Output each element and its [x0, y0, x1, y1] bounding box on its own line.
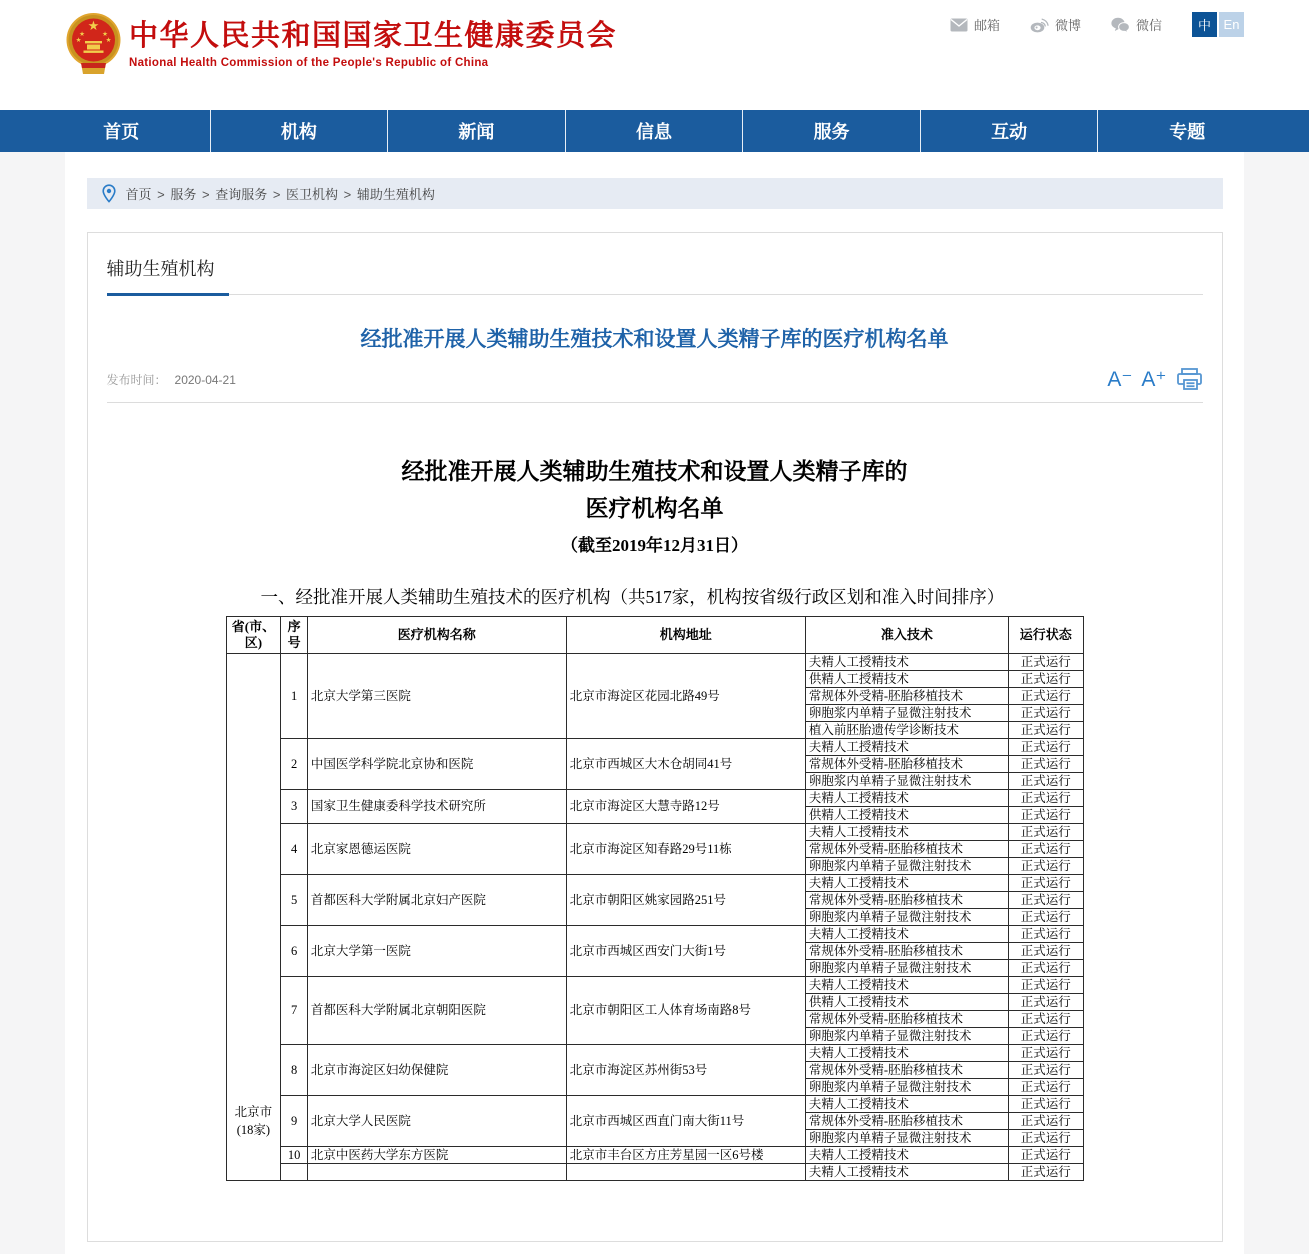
address-cell: 北京市西城区西直门南大街11号 [566, 1096, 805, 1147]
publish-label: 发布时间： [106, 373, 167, 387]
status-cell: 正式运行 [1008, 807, 1083, 824]
tech-cell: 卵胞浆内单精子显微注射技术 [805, 1028, 1008, 1045]
status-cell: 正式运行 [1008, 1011, 1083, 1028]
publish-date: 2020-04-21 [174, 373, 236, 387]
serial-cell: 2 [281, 739, 308, 790]
table-row [226, 977, 1083, 994]
breadcrumb-separator: > [340, 187, 355, 202]
institution-name-cell: 中国医学科学院北京协和医院 [307, 739, 566, 790]
quick-link-label: 邮箱 [973, 18, 1000, 33]
institution-name-cell: 首都医科大学附属北京妇产医院 [307, 875, 566, 926]
table-row [226, 790, 1083, 807]
institution-name-cell: 北京大学第三医院 [307, 654, 566, 739]
svg-text:★: ★ [105, 37, 112, 44]
tech-cell: 夫精人工授精技术 [805, 926, 1008, 943]
tech-cell: 卵胞浆内单精子显微注射技术 [805, 705, 1008, 722]
tech-cell: 夫精人工授精技术 [805, 977, 1008, 994]
table-header-cell: 序号 [281, 617, 308, 654]
nav-item-3[interactable]: 新闻 [388, 110, 566, 152]
header-quick-links [950, 12, 1162, 34]
site-title: 中华人民共和国国家卫生健康委员会 [129, 20, 618, 52]
address-cell: 北京市丰台区方庄芳星园一区6号楼 [566, 1147, 805, 1164]
lang-en-button[interactable]: En [1219, 12, 1244, 37]
status-cell: 正式运行 [1008, 790, 1083, 807]
status-cell: 正式运行 [1008, 1028, 1083, 1045]
svg-text:★: ★ [102, 31, 108, 38]
institution-name-cell: 北京家恩德运医院 [307, 824, 566, 875]
tech-cell: 卵胞浆内单精子显微注射技术 [805, 858, 1008, 875]
status-cell: 正式运行 [1008, 926, 1083, 943]
tech-cell: 供精人工授精技术 [805, 807, 1008, 824]
serial-cell: 6 [281, 926, 308, 977]
address-cell: 北京市西城区西安门大街1号 [566, 926, 805, 977]
content-card [65, 152, 1244, 1254]
status-cell: 正式运行 [1008, 688, 1083, 705]
region-cell: 北京市 (18家) [226, 654, 281, 1181]
institution-name-cell [307, 1164, 566, 1181]
printer-icon [1176, 367, 1203, 392]
main-nav [0, 110, 1309, 152]
institutions-table [226, 616, 1084, 1181]
table-header-cell: 准入技术 [805, 617, 1008, 654]
nav-item-2[interactable]: 机构 [211, 110, 389, 152]
language-switch [1192, 12, 1244, 37]
status-cell: 正式运行 [1008, 705, 1083, 722]
article-panel [87, 232, 1223, 1242]
status-cell: 正式运行 [1008, 654, 1083, 671]
status-cell: 正式运行 [1008, 773, 1083, 790]
institution-name-cell: 国家卫生健康委科学技术研究所 [307, 790, 566, 824]
tech-cell: 常规体外受精-胚胎移植技术 [805, 943, 1008, 960]
status-cell: 正式运行 [1008, 858, 1083, 875]
breadcrumb-item-4[interactable]: 医卫机构 [286, 187, 339, 202]
serial-cell: 3 [281, 790, 308, 824]
address-cell: 北京市西城区大木仓胡同41号 [566, 739, 805, 790]
status-cell: 正式运行 [1008, 1045, 1083, 1062]
status-cell: 正式运行 [1008, 977, 1083, 994]
breadcrumb-separator: > [198, 187, 214, 202]
svg-text:★: ★ [75, 37, 82, 44]
tech-cell: 夫精人工授精技术 [805, 1147, 1008, 1164]
institution-name-cell: 首都医科大学附属北京朝阳医院 [307, 977, 566, 1045]
status-cell: 正式运行 [1008, 739, 1083, 756]
status-cell: 正式运行 [1008, 1096, 1083, 1113]
tech-cell: 夫精人工授精技术 [805, 1096, 1008, 1113]
status-cell: 正式运行 [1008, 1164, 1083, 1181]
breadcrumb-item-3[interactable]: 查询服务 [215, 187, 268, 202]
document-title-line2: 医疗机构名单 [585, 495, 724, 521]
tech-cell: 卵胞浆内单精子显微注射技术 [805, 1130, 1008, 1147]
nav-item-1[interactable]: 首页 [33, 110, 211, 152]
tech-cell: 常规体外受精-胚胎移植技术 [805, 1011, 1008, 1028]
table-header-cell: 省(市、区) [226, 617, 281, 654]
tech-cell: 植入前胚胎遗传学诊断技术 [805, 722, 1008, 739]
status-cell: 正式运行 [1008, 909, 1083, 926]
table-header-cell: 运行状态 [1008, 617, 1083, 654]
tech-cell: 卵胞浆内单精子显微注射技术 [805, 909, 1008, 926]
article-meta-row [107, 355, 1203, 403]
page-title: 辅助生殖机构 [107, 257, 1203, 295]
location-pin-icon [101, 184, 117, 203]
serial-cell: 5 [281, 875, 308, 926]
breadcrumb-separator: > [153, 187, 169, 202]
font-increase-button[interactable]: A⁺ [1141, 367, 1167, 391]
tech-cell: 卵胞浆内单精子显微注射技术 [805, 960, 1008, 977]
status-cell: 正式运行 [1008, 1147, 1083, 1164]
address-cell: 北京市海淀区花园北路49号 [566, 654, 805, 739]
lang-zh-button[interactable]: 中 [1192, 12, 1217, 37]
status-cell: 正式运行 [1008, 824, 1083, 841]
mail-icon [950, 18, 968, 32]
site-subtitle: National Health Commission of the People's Republic of China [129, 57, 489, 69]
brand [65, 0, 617, 110]
serial-cell [281, 1164, 308, 1181]
tech-cell: 供精人工授精技术 [805, 994, 1008, 1011]
font-decrease-button[interactable]: A⁻ [1107, 367, 1133, 391]
tech-cell: 卵胞浆内单精子显微注射技术 [805, 1079, 1008, 1096]
tech-cell: 常规体外受精-胚胎移植技术 [805, 1113, 1008, 1130]
tech-cell: 供精人工授精技术 [805, 671, 1008, 688]
quick-link-微博[interactable] [1030, 15, 1081, 34]
tech-cell: 卵胞浆内单精子显微注射技术 [805, 773, 1008, 790]
quick-link-微信[interactable] [1111, 15, 1162, 34]
status-cell: 正式运行 [1008, 722, 1083, 739]
institution-name-cell: 北京中医药大学东方医院 [307, 1147, 566, 1164]
status-cell: 正式运行 [1008, 1062, 1083, 1079]
table-header-row [226, 617, 1083, 654]
site-header [0, 0, 1309, 110]
tech-cell: 常规体外受精-胚胎移植技术 [805, 841, 1008, 858]
address-cell: 北京市海淀区知春路29号11栋 [566, 824, 805, 875]
wechat-icon [1111, 17, 1130, 33]
address-cell: 北京市朝阳区工人体育场南路8号 [566, 977, 805, 1045]
print-button[interactable] [1176, 367, 1203, 392]
tech-cell: 夫精人工授精技术 [805, 790, 1008, 807]
status-cell: 正式运行 [1008, 841, 1083, 858]
quick-link-邮箱[interactable] [950, 15, 1000, 34]
tech-cell: 常规体外受精-胚胎移植技术 [805, 756, 1008, 773]
status-cell: 正式运行 [1008, 671, 1083, 688]
table-row [226, 1147, 1083, 1164]
tech-cell: 夫精人工授精技术 [805, 739, 1008, 756]
tech-cell: 夫精人工授精技术 [805, 1164, 1008, 1181]
tech-cell: 夫精人工授精技术 [805, 1045, 1008, 1062]
nav-item-6[interactable]: 互动 [921, 110, 1099, 152]
quick-link-label: 微信 [1135, 18, 1162, 33]
document-body [226, 453, 1084, 1181]
quick-link-label: 微博 [1054, 18, 1081, 33]
tech-cell: 常规体外受精-胚胎移植技术 [805, 1062, 1008, 1079]
tech-cell: 常规体外受精-胚胎移植技术 [805, 892, 1008, 909]
tech-cell: 夫精人工授精技术 [805, 875, 1008, 892]
table-header-cell: 医疗机构名称 [307, 617, 566, 654]
status-cell: 正式运行 [1008, 1130, 1083, 1147]
tech-cell: 常规体外受精-胚胎移植技术 [805, 688, 1008, 705]
nav-item-5[interactable]: 服务 [743, 110, 921, 152]
breadcrumb-separator: > [269, 187, 285, 202]
serial-cell: 4 [281, 824, 308, 875]
table-row [226, 1164, 1083, 1181]
table-row [226, 875, 1083, 892]
article-title: 经批准开展人类辅助生殖技术和设置人类精子库的医疗机构名单 [360, 328, 949, 351]
tech-cell: 夫精人工授精技术 [805, 824, 1008, 841]
svg-text:★: ★ [79, 31, 85, 38]
nav-item-4[interactable]: 信息 [566, 110, 744, 152]
tech-cell: 夫精人工授精技术 [805, 654, 1008, 671]
status-cell: 正式运行 [1008, 994, 1083, 1011]
serial-cell: 1 [281, 654, 308, 739]
status-cell: 正式运行 [1008, 892, 1083, 909]
address-cell: 北京市海淀区大慧寺路12号 [566, 790, 805, 824]
address-cell [566, 1164, 805, 1181]
status-cell: 正式运行 [1008, 756, 1083, 773]
nav-item-7[interactable]: 专题 [1169, 122, 1206, 142]
status-cell: 正式运行 [1008, 1079, 1083, 1096]
breadcrumb-item-5[interactable]: 辅助生殖机构 [356, 187, 435, 202]
status-cell: 正式运行 [1008, 960, 1083, 977]
institution-name-cell: 北京大学人民医院 [307, 1096, 566, 1147]
serial-cell: 7 [281, 977, 308, 1045]
document-title [226, 453, 1084, 527]
table-row [226, 739, 1083, 756]
breadcrumb-items [126, 184, 435, 203]
breadcrumb-item-2[interactable]: 服务 [170, 187, 197, 202]
publish-info [107, 371, 236, 388]
national-emblem-logo [65, 11, 122, 77]
table-row [226, 1096, 1083, 1113]
status-cell: 正式运行 [1008, 875, 1083, 892]
table-row [226, 1045, 1083, 1062]
breadcrumb [87, 178, 1223, 209]
serial-cell: 10 [281, 1147, 308, 1164]
article-tools [1107, 367, 1202, 392]
serial-cell: 8 [281, 1045, 308, 1096]
table-row [226, 654, 1083, 671]
status-cell: 正式运行 [1008, 1113, 1083, 1130]
address-cell: 北京市海淀区苏州街53号 [566, 1045, 805, 1096]
table-row [226, 824, 1083, 841]
document-subtitle: （截至2019年12月31日） [561, 536, 748, 555]
document-intro: 一、经批准开展人类辅助生殖技术的医疗机构（共517家，机构按省级行政区划和准入时间排序） [260, 587, 1005, 607]
weibo-icon [1030, 17, 1049, 33]
svg-text:★: ★ [87, 18, 100, 33]
table-row [226, 926, 1083, 943]
document-title-line1: 经批准开展人类辅助生殖技术和设置人类精子库的 [401, 458, 908, 484]
table-header-cell: 机构地址 [566, 617, 805, 654]
address-cell: 北京市朝阳区姚家园路251号 [566, 875, 805, 926]
breadcrumb-item-1[interactable]: 首页 [125, 187, 152, 202]
institution-name-cell: 北京市海淀区妇幼保健院 [307, 1045, 566, 1096]
status-cell: 正式运行 [1008, 943, 1083, 960]
serial-cell: 9 [281, 1096, 308, 1147]
institution-name-cell: 北京大学第一医院 [307, 926, 566, 977]
